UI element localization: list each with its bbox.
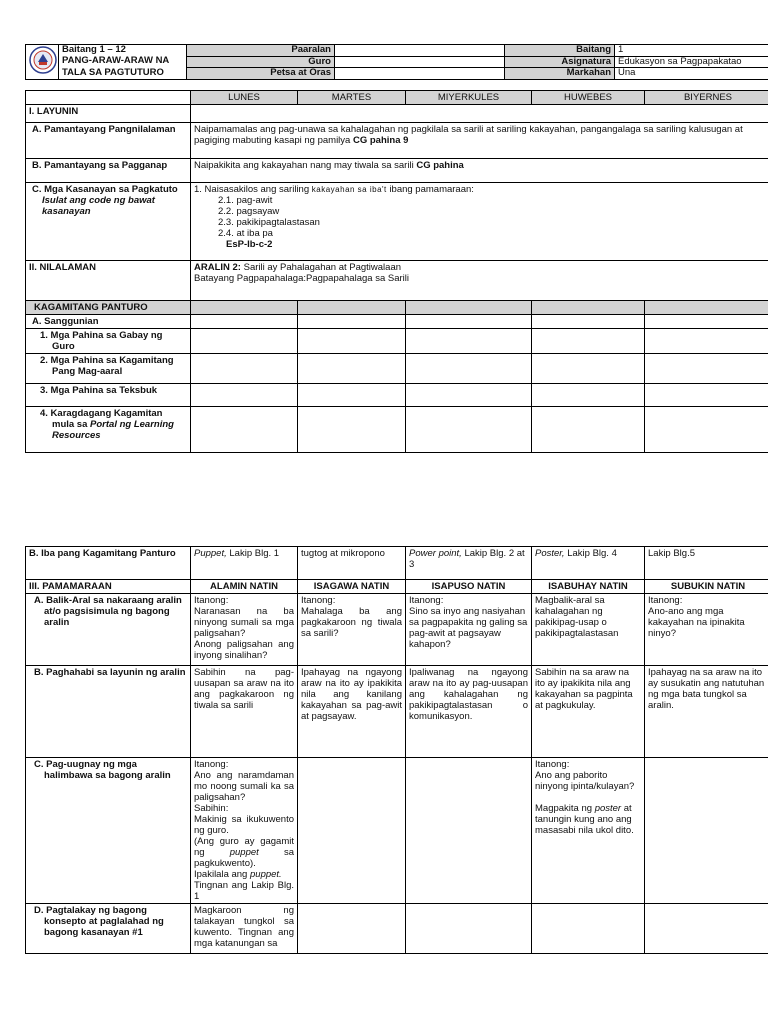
iba-pang-cell-1: Puppet, Lakip Blg. 1: [191, 547, 298, 580]
day-miyerkules: MIYERKULES: [406, 91, 532, 105]
iba-pang-cell-3: Power point, Lakip Blg. 2 at 3: [406, 547, 532, 580]
value-guro[interactable]: [335, 56, 505, 68]
paghahabi-label: B. Paghahabi sa layunin ng aralin: [26, 666, 191, 758]
value-petsa[interactable]: [335, 68, 505, 80]
kasanayan-item: 2.2. pagsayaw: [218, 206, 280, 217]
day-martes: MARTES: [298, 91, 406, 105]
label-asignatura: Asignatura: [505, 56, 615, 68]
dll-bottom-table: [25, 546, 768, 954]
kasanayan-intro: 1. Naisasakilos ang sariling kakayahan sa iba't ibang pamamaraan:: [194, 184, 474, 195]
nilalaman-heading: II. NILALAMAN: [26, 261, 191, 301]
pag-uugnay-huwebes: Itanong: Ano ang paborito ninyong ipinta/kulayan? Magpakita ng poster at tanungin kung ano ang masasabi nila ukol dito.: [532, 758, 645, 904]
value-markahan[interactable]: Una: [615, 68, 768, 80]
col-isabuhay: ISABUHAY NATIN: [532, 580, 645, 594]
pagtalakay-label: D. Pagtalakay ng bagong konsepto at paglalahad ng bagong kasanayan #1: [26, 904, 191, 954]
days-corner: [26, 91, 191, 105]
pag-uugnay-lunes: Itanong: Ano ang naramdaman mo noong sumali ka sa paligsahan? Sabihin: Makinig sa ikukuwento ng guro. (Ang guro ay gagamit ng puppet sa pagkukwento). Ipakilala ang puppet. Tingnan ang Lakip Blg. 1: [191, 758, 298, 904]
col-isapuso: ISAPUSO NATIN: [406, 580, 532, 594]
deped-seal-cell: [26, 45, 59, 80]
kasanayan-text: [191, 183, 768, 261]
pagtalakay-lunes: Magkaroon ng talakayan tungkol sa kuwento. Tingnan ang mga katanungan sa: [191, 904, 298, 954]
kasanayan-label: C. Mga Kasanayan sa Pagkatuto: [32, 184, 178, 195]
pamantayang-pagganap-label: B. Pamantayang sa Pagganap: [26, 159, 191, 183]
label-paaralan: Paaralan: [187, 45, 335, 57]
layunin-heading: I. LAYUNIN: [26, 105, 191, 123]
header-line2: PANG-ARAW-ARAW NA: [62, 56, 170, 66]
kasanayan-label-cell: [26, 183, 191, 261]
value-baitang[interactable]: 1: [615, 45, 768, 57]
sanggunian-label: A. Sanggunian: [26, 315, 191, 329]
header-table: [25, 44, 768, 80]
teksbuk-label: 3. Mga Pahina sa Teksbuk: [26, 384, 191, 407]
paghahabi-martes: Ipahayag na ngayong araw na ito ay ipakikita nila ang kanilang kakayahan sa pag-awit at pagsayaw.: [298, 666, 406, 758]
col-alamin: ALAMIN NATIN: [191, 580, 298, 594]
iba-pang-cell-5: Lakip Blg.5: [645, 547, 768, 580]
header-line1: Baitang 1 – 12: [59, 45, 187, 57]
kasanayan-item: 2.4. at iba pa: [218, 228, 273, 239]
label-baitang: Baitang: [505, 45, 615, 57]
day-biyernes: BIYERNES: [645, 91, 768, 105]
header-line3: TALA SA PAGTUTURO: [59, 68, 187, 80]
deped-seal-icon: [29, 46, 57, 74]
label-petsa: Petsa at Oras: [187, 68, 335, 80]
kasanayan-note: Isulat ang code ng bawat kasanayan: [42, 195, 155, 217]
karagdagang-kagamitan-label: 4. Karagdagang Kagamitan mula sa Portal ng Learning Resources: [26, 407, 191, 453]
kagamitang-mag-aaral-label: 2. Mga Pahina sa Kagamitang Pang Mag-aaral: [26, 354, 191, 384]
iba-pang-cell-2: tugtog at mikropono: [298, 547, 406, 580]
day-huwebes: HUWEBES: [532, 91, 645, 105]
pamantayang-pangnilalaman-text: Naipamamalas ang pag-unawa sa kahalagahan ng pagkilala sa sarili at sariling kakayahan, pangangalaga sa sariling kalusugan at pagiging mabuting kasapi ng pamilya CG pahina 9: [191, 123, 768, 159]
balik-aral-huwebes: Magbalik-aral sa kahalagahan ng pakikipag-usap o pakikipagtalastasan: [532, 594, 645, 666]
pamantayang-pangnilalaman-label: A. Pamantayang Pangnilalaman: [26, 123, 191, 159]
paghahabi-miyerkules: Ipaliwanag na ngayong araw na ito ay pag-uusapan ang kahalagahan ng pakikipagtalastasan o komunikasyon.: [406, 666, 532, 758]
gabay-guro-label: 1. Mga Pahina sa Gabay ng Guro: [26, 329, 191, 354]
label-guro: Guro: [187, 56, 335, 68]
iba-pang-cell-4: Poster, Lakip Blg. 4: [532, 547, 645, 580]
balik-aral-lunes: Itanong: Naranasan na ba ninyong sumali sa mga paligsahan? Anong paligsahan ang inyong sinalihan?: [191, 594, 298, 666]
kasanayan-code: EsP-Ib-c-2: [226, 239, 273, 250]
kasanayan-item: 2.1. pag-awit: [218, 195, 273, 206]
pamamaraan-heading: III. PAMAMARAAN: [26, 580, 191, 594]
balik-aral-biyernes: Itanong: Ano-ano ang mga kakayahan na ipinakita ninyo?: [645, 594, 768, 666]
pamantayang-pagganap-text: Naipakikita ang kakayahan nang may tiwala sa sarili CG pahina: [191, 159, 768, 183]
dll-top-table: [25, 90, 768, 453]
balik-aral-miyerkules: Itanong: Sino sa inyo ang nasiyahan sa pagpapakita ng galing sa pag-awit at pagsayaw kahapon?: [406, 594, 532, 666]
value-paaralan[interactable]: [335, 45, 505, 57]
col-subukin: SUBUKIN NATIN: [645, 580, 768, 594]
balik-aral-label: A. Balik-Aral sa nakaraang aralin at/o pagsisimula ng bagong aralin: [26, 594, 191, 666]
kagamitan-heading: KAGAMITANG PANTURO: [26, 301, 191, 315]
paghahabi-biyernes: Ipahayag na sa araw na ito ay susukatin ang natutuhan ng mga bata tungkol sa aralin.: [645, 666, 768, 758]
label-markahan: Markahan: [505, 68, 615, 80]
balik-aral-martes: Itanong: Mahalaga ba ang pagkakaroon ng tiwala sa sarili?: [298, 594, 406, 666]
kasanayan-item: 2.3. pakikipagtalastasan: [218, 217, 320, 228]
paghahabi-lunes: Sabihin na pag-uusapan sa araw na ito ang pagkakaroon ng tiwala sa sarili: [191, 666, 298, 758]
col-isagawa: ISAGAWA NATIN: [298, 580, 406, 594]
value-asignatura[interactable]: Edukasyon sa Pagpapakatao: [615, 56, 768, 68]
paghahabi-huwebes: Sabihin na sa araw na ito ay ipakikita nila ang kakayahan sa pagpinta at pagkukulay.: [532, 666, 645, 758]
iba-pang-kagamitan-label: B. Iba pang Kagamitang Panturo: [26, 547, 191, 580]
nilalaman-text: ARALIN 2: Sarili ay Pahalagahan at Pagtiwalaan Batayang Pagpapahalaga:Pagpapahalaga sa Sarili: [191, 261, 768, 301]
pag-uugnay-label: C. Pag-uugnay ng mga halimbawa sa bagong aralin: [26, 758, 191, 904]
day-lunes: LUNES: [191, 91, 298, 105]
